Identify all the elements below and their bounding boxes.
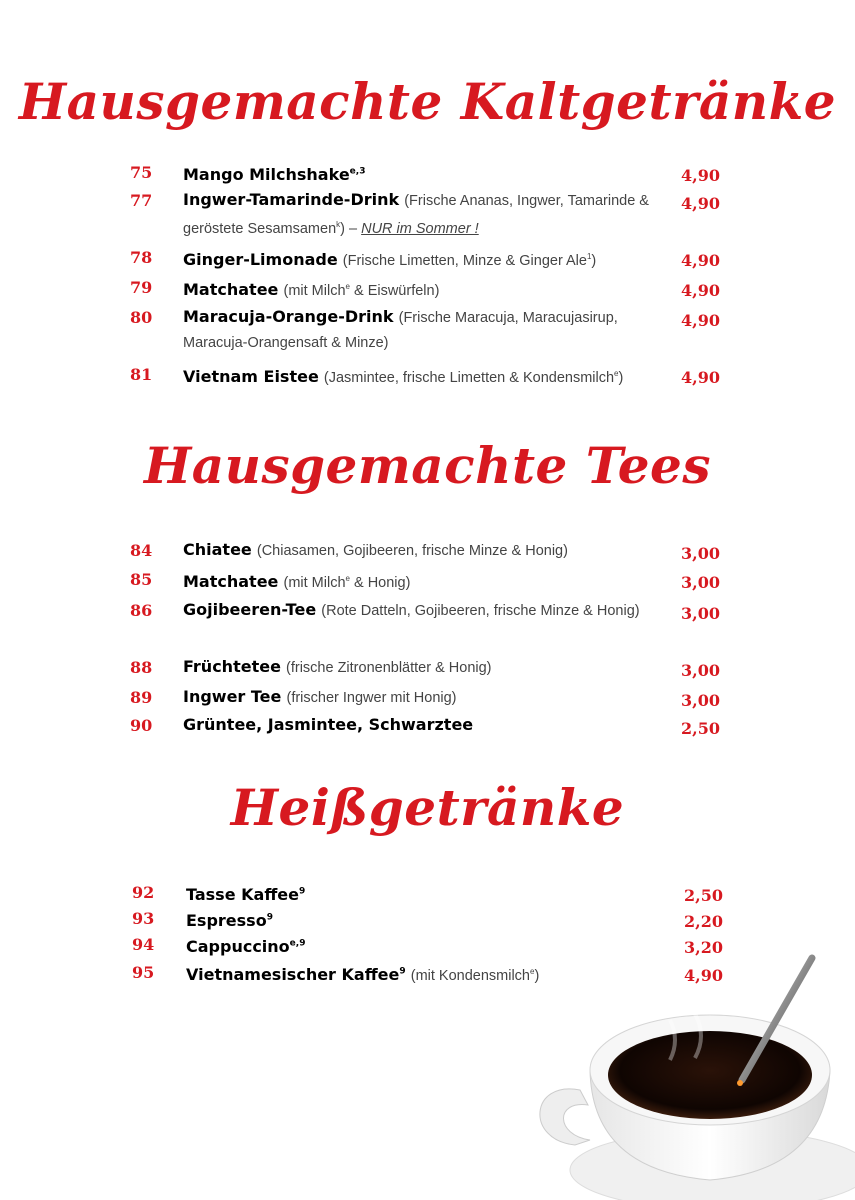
item-name-text: Matchatee — [183, 279, 279, 299]
item-description — [186, 880, 656, 907]
item-name — [183, 600, 316, 619]
item-description — [183, 538, 653, 563]
item-name-text: Matchatee — [183, 571, 279, 591]
item-name — [186, 885, 305, 904]
item-note-text: (Jasmintee, frische Limetten & Kondensmilch — [323, 369, 615, 386]
item-name — [183, 250, 338, 269]
item-price: 4,90 — [681, 194, 720, 213]
item-number: 85 — [130, 570, 153, 589]
item-name — [183, 165, 365, 184]
item-allergen-code: 9 — [298, 887, 306, 897]
item-note-text: (frische Zitronenblätter & Honig) — [286, 660, 492, 676]
section-title-heissgetraenke: Heißgetränke — [230, 778, 625, 837]
item-price: 2,50 — [681, 719, 720, 738]
item-name — [183, 657, 281, 676]
item-note-text: (Frische Limetten, Minze & Ginger Ale — [342, 252, 587, 269]
item-note — [257, 543, 568, 559]
item-description — [183, 305, 653, 355]
item-name — [183, 572, 278, 591]
item-note-text: (Frische Maracuja, Maracujasirup, Maracuja-Orangensaft & Minze) — [183, 310, 618, 351]
item-note-text: (mit Milch — [283, 282, 346, 299]
item-number: 80 — [130, 308, 153, 327]
item-description — [186, 906, 656, 933]
item-note-allergen-code: k — [336, 220, 341, 229]
item-note-allergen-code: e — [345, 282, 350, 291]
item-note-text: (Frische Ananas, Ingwer, Tamarinde & geröstete Sesamsamen — [183, 193, 649, 237]
item-name — [183, 307, 394, 326]
item-price: 3,00 — [681, 661, 720, 680]
item-number: 78 — [130, 248, 153, 267]
item-name — [186, 937, 305, 956]
item-note-suffix: ) – — [340, 220, 362, 237]
item-allergen-code: 9 — [399, 967, 406, 977]
item-number: 75 — [130, 163, 153, 182]
item-note-suffix: & Eiswürfeln) — [349, 282, 440, 299]
item-allergen-code: 9 — [266, 913, 273, 923]
item-note-highlight: NUR im Sommer ! — [361, 220, 479, 237]
item-description — [183, 362, 653, 390]
item-name-text: Gojibeeren-Tee — [183, 600, 317, 619]
item-price: 4,90 — [681, 311, 720, 330]
item-name — [186, 911, 273, 930]
item-number: 90 — [130, 716, 153, 735]
item-name-text: Cappuccino — [186, 937, 290, 957]
item-name-text: Ginger-Limonade — [183, 249, 338, 269]
item-note-text: (Rote Datteln, Gojibeeren, frische Minze & Honig) — [321, 603, 640, 619]
item-number: 86 — [130, 601, 153, 620]
item-price: 3,00 — [681, 573, 720, 592]
item-name-text: Ingwer Tee — [183, 687, 282, 706]
item-name-text: Grüntee, Jasmintee, Schwarztee — [183, 715, 474, 734]
item-number: 81 — [130, 365, 153, 384]
coffee-cup-image — [520, 940, 855, 1200]
item-number: 93 — [132, 909, 155, 928]
item-number: 77 — [130, 191, 153, 210]
item-allergen-code: e,9 — [289, 939, 306, 949]
item-price: 3,20 — [684, 938, 723, 957]
item-note — [321, 603, 639, 619]
item-note — [286, 690, 456, 706]
item-name-text: Vietnamesischer Kaffee — [186, 965, 400, 985]
item-note-suffix: & Honig) — [349, 574, 411, 591]
item-description — [183, 188, 653, 241]
item-number: 95 — [132, 963, 155, 982]
item-description — [183, 685, 653, 710]
item-description — [183, 275, 653, 303]
item-name — [186, 965, 406, 984]
section-title-tees: Hausgemachte Tees — [143, 436, 712, 495]
item-name — [183, 367, 319, 386]
item-note-suffix: ) — [534, 968, 540, 985]
item-description — [183, 245, 653, 273]
item-note-suffix: ) — [591, 252, 597, 269]
item-note-allergen-code: 1 — [586, 252, 592, 261]
item-price: 4,90 — [684, 966, 723, 985]
item-price: 4,90 — [681, 166, 720, 185]
item-note-text: (frischer Ingwer mit Honig) — [286, 690, 457, 706]
item-description — [183, 160, 653, 187]
item-name — [183, 715, 473, 734]
item-note-suffix: ) — [618, 369, 624, 386]
item-note-text: (mit Kondensmilch — [410, 968, 530, 985]
item-name-text: Mango Milchshake — [183, 165, 350, 185]
item-price: 4,90 — [681, 281, 720, 300]
item-note — [343, 253, 596, 269]
item-number: 88 — [130, 658, 153, 677]
item-note — [283, 283, 439, 299]
item-note — [286, 660, 492, 676]
item-number: 92 — [132, 883, 155, 902]
item-description — [183, 713, 653, 737]
item-price: 2,20 — [684, 912, 723, 931]
item-price: 4,90 — [681, 251, 720, 270]
item-price: 3,00 — [681, 604, 720, 623]
item-price: 2,50 — [684, 886, 723, 905]
item-name-text: Chiatee — [183, 540, 252, 559]
item-name — [183, 540, 252, 559]
item-number: 89 — [130, 688, 153, 707]
item-price: 4,90 — [681, 368, 720, 387]
item-name-text: Espresso — [186, 911, 267, 931]
item-name-text: Vietnam Eistee — [183, 366, 319, 386]
item-note-allergen-code: e — [530, 967, 535, 977]
item-number: 94 — [132, 935, 155, 954]
item-name — [183, 687, 281, 706]
item-description — [183, 655, 653, 680]
item-name-text: Früchtetee — [183, 657, 281, 676]
item-note-allergen-code: e — [345, 574, 350, 583]
section-title-kaltgetraenke: Hausgemachte Kaltgetränke — [18, 72, 837, 131]
item-note-text: (Chiasamen, Gojibeeren, frische Minze & Honig) — [256, 543, 568, 559]
item-price: 3,00 — [681, 544, 720, 563]
item-description — [183, 567, 653, 595]
item-note-text: (mit Milch — [283, 574, 346, 591]
item-name — [183, 190, 399, 209]
item-number: 79 — [130, 278, 153, 297]
item-name-text: Tasse Kaffee — [186, 885, 299, 905]
item-description — [183, 598, 653, 623]
item-note — [283, 575, 410, 591]
item-note — [324, 370, 623, 386]
item-name — [183, 280, 278, 299]
item-number: 84 — [130, 541, 153, 560]
item-price: 3,00 — [681, 691, 720, 710]
item-allergen-code: e,3 — [349, 167, 366, 177]
item-name-text: Maracuja-Orange-Drink — [183, 307, 394, 326]
item-name-text: Ingwer-Tamarinde-Drink — [183, 190, 400, 209]
item-note-allergen-code: e — [614, 369, 619, 378]
